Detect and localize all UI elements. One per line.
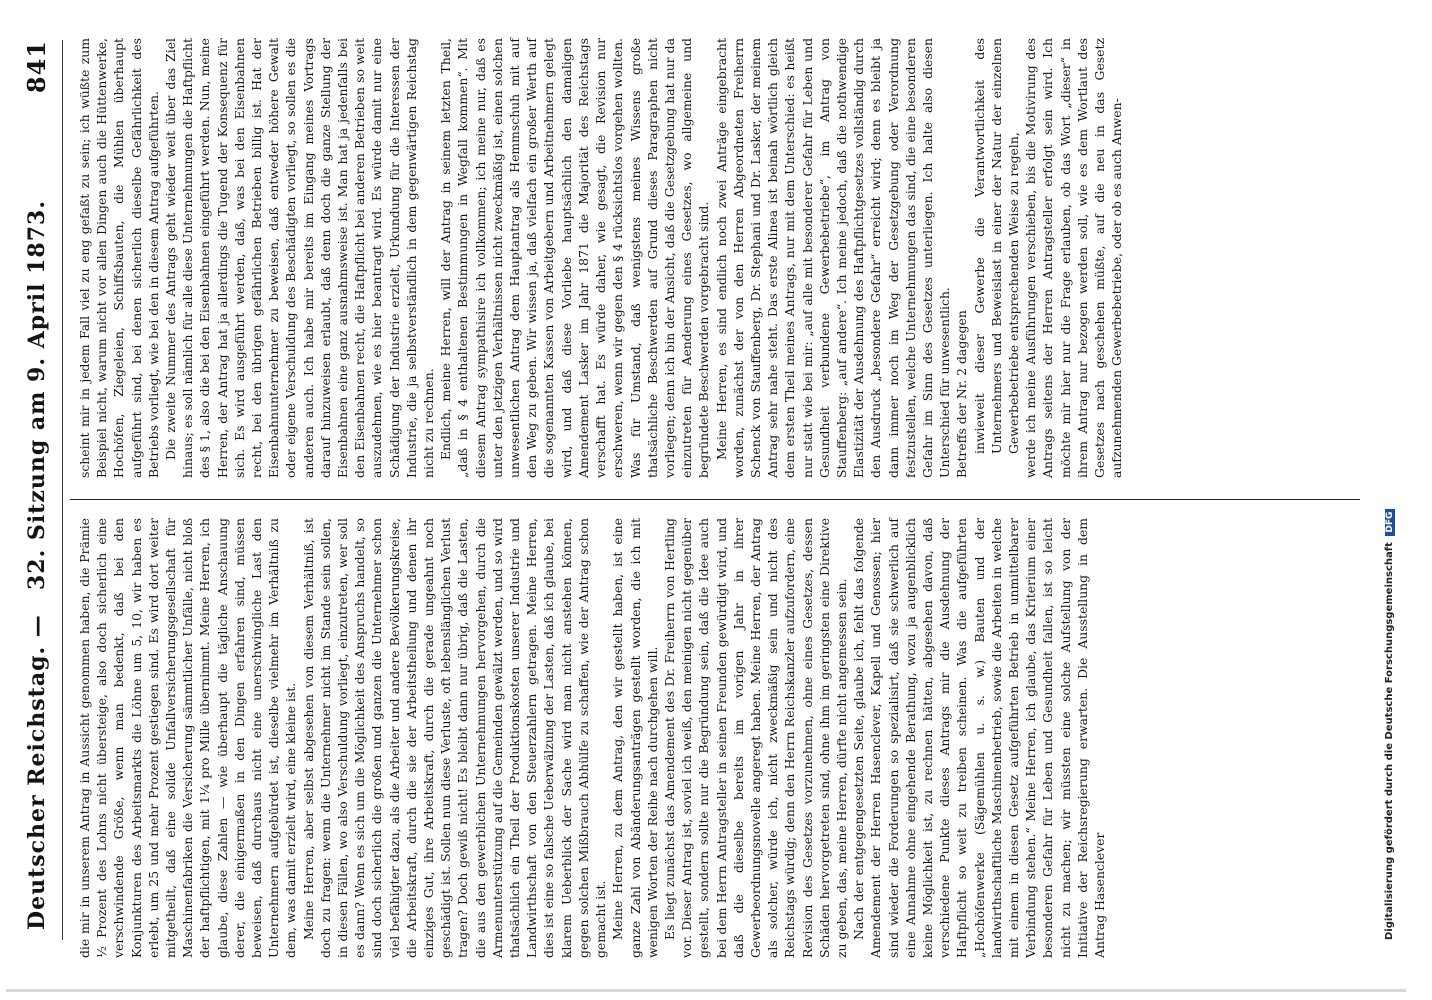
dfg-logo: DFG bbox=[1385, 509, 1395, 536]
paragraph: die mir in unserem Antrag in Aussicht genommen haben, die Prämie ½ Prozent des Lohns nicht übersteige, also doch sicherlich eine verschwindende Größe, wenn man bedenkt, daß bei den Konjunkturen des Arbeitsmarkts die Löhne um 5, 10, wir haben es erlebt, um 25 und mehr Prozent gestiegen sind. Es wird dort weiter mitgetheilt, daß eine solide Unfallversicherungsgesellschaft für Maschinenfabriken die Versicherung sämmtlicher Unfälle, nicht bloß der haftpflichtigen, mit 1¼ pro Mille übernimmt. Meine Herren, ich glaube, diese Zahlen — wie überhaupt die tägliche Anschauung derer, die einigermaßen in den Dingen erfahren sind, müssen beweisen, daß durchaus nicht eine unerschwingliche Last den Unternehmern aufgebürdet ist, dieselbe vielmehr im Verhältniß zu dem, was damit erzielt wird, eine kleine ist. bbox=[77, 518, 299, 958]
column-divider bbox=[70, 499, 1360, 500]
paragraph: Nach der entgegengesetzten Seite, glaube ich, fehlt das folgende Amendement der Herren Hasenclever, Kapell und Genossen; hier sind wieder die Forderungen so spezialisirt, daß sie schwerlich auf eine Annahme ohne eingehende Berathung, wozu ja augenblicklich keine Möglichkeit ist, zu rechnen hätten, abgesehen davon, daß verschiedene Punkte dieses Antrags mir die Ausdehnung der Haftpflicht so weit zu treiben scheinen. Was die aufgeführten „Hochöfenwerke (Sägemühlen u. s. w.) Bauten und der landwirthschaftliche Maschinenbetrieb, sowie die Arbeiten in welche mit einem in diesen Gesetz aufgeführten Betrieb in unmittelbarer Verbindung stehen.“ Meine Herren, ich glaube, das Kriterium einer besonderen Gefahr für Leben und Gesundheit fallen, ist so leicht nicht zu machen; wir müssten eine solche Aufstellung von der Initiative der Reichsregierung erwarten. Die Ausstellung in dem Antrag Hasenclever bbox=[851, 518, 1107, 958]
header-rule bbox=[62, 40, 63, 940]
paragraph: Die zweite Nummer des Antrags geht wieder weit über das Ziel hinaus; es soll nämlich für alle diese Unternehmungen die Haftpflicht des § 1, also die bei den Eisenbahnen eingeführt werden. Nun, meine Herren, der Antrag hat ja allerdings die Tugend der Konsequenz für sich. Es wird ausgeführt werden, daß, was bei den Eisenbahnen recht, bei den übrigen gefährlichen Betrieben billig ist. Hat der Eisenbahnunternehmer zu beweisen, daß entweder höhere Gewalt oder eigene Verschuldung des Beschädigten vorliegt, so sollen es die anderen auch. Ich habe mir bereits im Eingang meines Vortrags darauf hinzuweisen erlaubt, daß denn doch die ganze Stellung der Eisenbahnen eine ganz ausnahmsweise ist. Man hat ja jedenfalls bei den Eisenbahnen recht, die Haftpflicht bei anderen Betrieben so weit auszudehnen, wie es hier beantragt wird. Es würde damit nur eine Schädigung der Industrie erzielt, Urkundung für die Interessen der Industrie, die ja selbstverständlich in dem gegenwärtigen Reichstag nicht zu rechnen. bbox=[163, 38, 437, 478]
paragraph: Meine Herren, es sind endlich noch zwei Anträge eingebracht worden, zunächst der von den Herren Abgeordneten Freiherrn Schenck von Stauffenberg, Dr. Stephani und Dr. Lasker, der meinem Antrag sehr nahe steht. Das erste Alinea ist beinah wörtlich gleich dem ersten Theil meines Antrags, nur mit dem Unterschied: es heißt nur statt wie bei mir: „auf alle mit besonderer Gefahr für Leben und Gesundheit verbundene Gewerbebetriebe“, im Antrag von Stauffenberg: „auf andere“. Ich meine jedoch, daß die nothwendige Elastizität der Ausdehnung des Haftpflichtgesetzes vollständig durch den Ausdruck „besondere Gefahr“ erreicht wird; denn es bleibt ja dann immer noch im Weg der Gesetzgebung oder Verordnung festzustellen, welche Unternehmungen das sind, die eine besonderen Gefahr im Sinn des Gesetzes unterliegen. Ich halte also diesen Unterschied für unwesentlich. bbox=[713, 38, 953, 478]
digitization-note bbox=[1384, 509, 1395, 940]
header-session-date: 32. Sitzung am 9. April 1873. bbox=[24, 200, 50, 590]
quoted-motion: inwieweit dieser Gewerbe die Verantwortlichkeit des Unternehmers und Beweislast in einer der Natur der einzelnen Gewerbebetriebe entsprechenden Weise zu regeln, bbox=[971, 38, 1021, 454]
rotated-newspaper-page bbox=[6, 0, 1406, 1000]
right-column bbox=[76, 38, 1125, 478]
paragraph: Betreffs der Nr. 2 dagegen bbox=[954, 310, 970, 478]
paragraph: Meine Herren, aber selbst abgesehen von diesem Verhältniß, ist doch zu fragen: wenn die Unternehmer nicht im Stande sein sollen, in diesen Fällen, wo also Verschuldung vorliegt, einzutreten, wer soll es dann? Wenn es sich um die Möglichkeit des Anspruchs handelt, so sind doch sicherlich die großen und ganzen die Unternehmer schon viel befähigter dazu, als die Arbeiter und andere Bevölkerungskreise, die Arbeitskraft, durch die sie der Arbeitstheilung und denen ihr einziges Gut, ihre Arbeitskraft, durch die gerade ungeahnt noch geschädigt ist. Sollen nun diese Verluste, oft lebenslänglichen Verlust tragen? Doch gewiß nicht! Es bleibt dann nur übrig, daß die Lasten, die aus den gewerblichen Unternehmungen hervorgehen, durch die Armenunterstützung auf die Gemeinden gewälzt werden, und so wird thatsächlich ein Theil der Produktionskosten unserer Industrie und Landwirthschaft von den Steuerzahlern getragen. Meine Herren, dies ist eine so falsche Ueberwälzung der Lasten, daß ich glaube, bei klarem Ueberblick der Sache wird man nicht anstehen können, gegen solchen Mißbrauch Abhülfe zu schaffen, wie der Antrag schon gemacht ist. bbox=[300, 518, 609, 958]
paragraph: scheint mir in jedem Fall viel zu eng gefaßt zu sein; ich wüßte zum Beispiel nicht, warum nicht vor allen Dingen auch die Hüttenwerke, Hochöfen, Ziegeleien, Schiffsbauten, die Mühlen überhaupt aufgeführt sind, bei denen sicherlich dieselbe Gefährlichkeit des Betriebs vorliegt, wie bei den in diesem Antrag aufgeführten. bbox=[77, 38, 161, 478]
page-header bbox=[18, 30, 58, 970]
paragraph: Es liegt zunächst das Amendement des Dr. Freiherrn von Hertling vor. Dieser Antrag ist, soviel ich weiß, den meinigen nicht gegenüber gestellt, sondern sollte nur die Begründung sein, daß die Idee auch bei dem Herrn Antragsteller in seinen Freunden gewürdigt wird, und daß die dieselbe bereits im vorigen Jahr in ihrer Gewerbeordnungsnovelle angeregt haben. Meine Herren, der Antrag als solcher, würde ich, nicht zweckmäßig sein und nicht des Reichstags würdig; denn den Herrn Reichskanzler aufzufordern, eine Revision des Gesetzes vorzunehmen, ohne eines Gesetzes, dessen Schäden hervorgetreten sind, ohne ihm im geringsten eine Direktive zu geben, das, meine Herren, dürfte nicht angemessen sein. bbox=[661, 518, 849, 958]
left-column bbox=[76, 518, 1108, 958]
paragraph: Endlich, meine Herren, will der Antrag in seinem letzten Theil, „daß in § 4 enthaltenen Bestimmungen in Wegfall kommen“. Mit diesem Antrag sympathisire ich vollkommen; ich meine nur, daß es unter den jetzigen Verhältnissen nicht zweckmäßig ist, einen solchen unwesentlichen Antrag dem Hauptantrag als Hemmschuh mit auf den Weg zu geben. Wir wissen ja, daß vielfach ein großer Werth auf die sogenannten Kassen von Arbeitgebern und Arbeitnehmern gelegt wird, und daß diese Vorliebe hauptsächlich den damaligen Amendement Lasker im Jahr 1871 die Majorität des Reichstags verschafft hat. Es würde daher, wie gesagt, die Revision nur erschweren, wenn wir gegen den § 4 rücksichtslos vorgehen wollten. Was für Umstand, daß wenigstens meines Wissens große thatsächliche Beschwerden auf Grund dieses Paragraphen nicht vorliegen; denn ich bin der Ansicht, daß die Gesetzgebung hat nur da einzutreten für Aenderung eines Gesetzes, wo allgemeine und begründete Beschwerden vorgebracht sind. bbox=[438, 38, 712, 478]
paragraph: werde ich meine Ausführungen verschieben, bis die Motivirung des Antrags seitens der Herren Antragsteller erfolgt sein wird. Ich möchte mir hier nur die Frage erlauben, ob das Wort „dieser“ in ihrem Antrag nur bezogen werden soll, wie es dem Wortlaut des Gesetzes nach geschehen müßte, auf die neu in das Gesetz aufzunehmenden Gewerbebetriebe, oder ob es auch Anwen- bbox=[1023, 38, 1125, 478]
page-number: 841 bbox=[22, 40, 51, 94]
paragraph: Meine Herren, zu dem Antrag, den wir gestellt haben, ist eine ganze Zahl von Abänderungsanträgen gestellt worden, die ich mit wenigen Worten der Reihe nach durchgehen will. bbox=[610, 518, 660, 958]
header-journal-title: Deutscher Reichstag. — bbox=[24, 614, 50, 930]
digitization-text: Digitalisierung gefördert durch die Deutsche Forschungsgemeinschaft bbox=[1384, 542, 1395, 940]
scan-edge bbox=[6, 989, 1406, 992]
